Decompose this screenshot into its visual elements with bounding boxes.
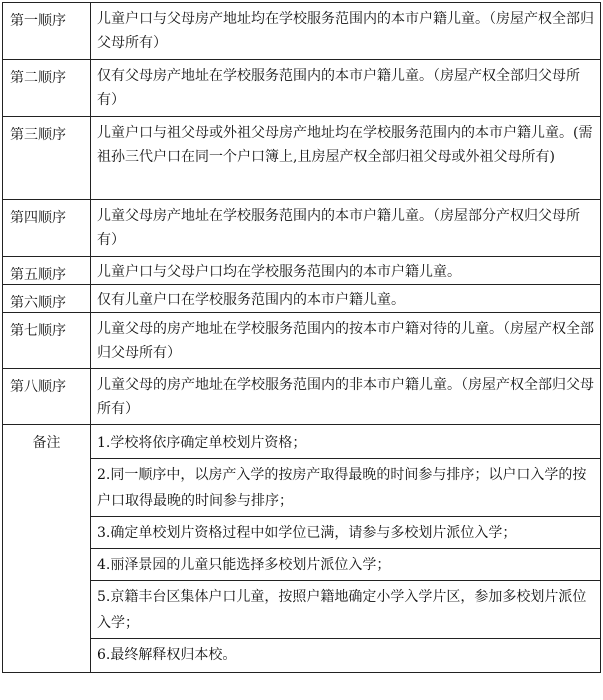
note-item: 6.最终解释权归本校。 (97, 647, 237, 663)
order-label: 第六顺序 (3, 285, 91, 312)
note-item: 2.同一顺序中，以房产入学的按房产取得最晚的时间参与排序；以户口入学的按户口取得最晚的时间参与排序； (91, 459, 600, 517)
order-label: 第三顺序 (3, 117, 91, 199)
table-row (3, 117, 600, 200)
table-row (3, 285, 600, 313)
order-label: 第七顺序 (3, 313, 91, 368)
order-description: 儿童父母的房产地址在学校服务范围内的非本市户籍儿童。（房屋产权全部归父母所有） (97, 377, 594, 417)
order-label: 第四顺序 (3, 200, 91, 256)
order-description: 儿童户口与祖父母或外祖父母房产地址均在学校服务范围内的本市户籍儿童。(需祖孙三代户口在同一个户口簿上,且房屋产权全部归祖父母或外祖父母所有) (97, 125, 593, 165)
order-description: 儿童父母房产地址在学校服务范围内的本市户籍儿童。（房屋部分产权归父母所有） (97, 208, 580, 248)
order-description: 仅有父母房产地址在学校服务范围内的本市户籍儿童。（房屋产权全部归父母所有） (97, 68, 580, 108)
note-item: 3.确定单校划片资格过程中如学位已满，请参与多校划片派位入学； (91, 517, 600, 549)
order-description: 仅有儿童户口在学校服务范围内的本市户籍儿童。 (97, 292, 405, 308)
note-item: 1.学校将依序确定单校划片资格； (91, 427, 600, 459)
table-row (3, 200, 600, 257)
table-row (3, 60, 600, 117)
note-item: 5.京籍丰台区集体户口儿童，按照户籍地确定小学入学片区，参加多校划片派位入学； (91, 581, 600, 639)
order-label: 第一顺序 (3, 3, 91, 59)
order-description: 儿童户口与父母户口均在学校服务范围内的本市户籍儿童。 (97, 264, 461, 280)
order-description: 儿童户口与父母房产地址均在学校服务范围内的本市户籍儿童。（房屋产权全部归父母所有） (97, 11, 594, 51)
table-row (3, 369, 600, 425)
table-row (3, 313, 600, 369)
order-label: 第八顺序 (3, 369, 91, 424)
note-item: 4.丽泽景园的儿童只能选择多校划片派位入学； (91, 549, 600, 581)
notes-row (3, 425, 600, 672)
table-row (3, 3, 600, 60)
order-label: 第五顺序 (3, 257, 91, 284)
order-description: 儿童父母的房产地址在学校服务范围内的按本市户籍对待的儿童。（房屋产权全部归父母所有） (97, 321, 594, 361)
notes-list (91, 425, 600, 672)
enrollment-order-table (2, 2, 601, 673)
notes-label: 备注 (3, 425, 91, 672)
table-row (3, 257, 600, 285)
order-label: 第二顺序 (3, 60, 91, 116)
